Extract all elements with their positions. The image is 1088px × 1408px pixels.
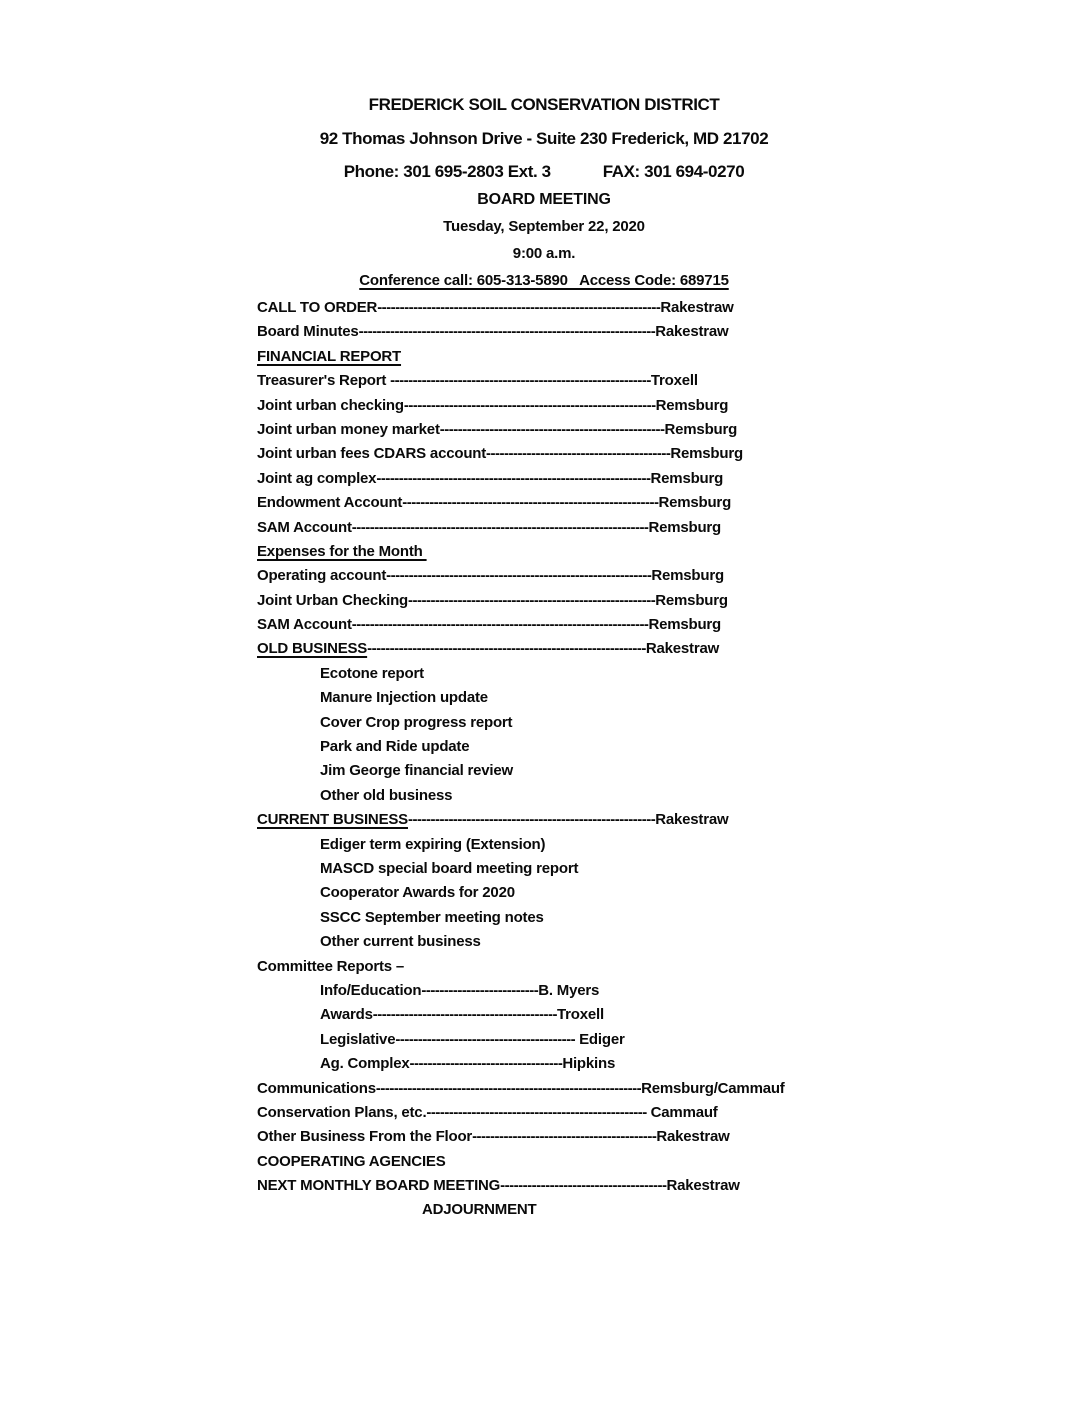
agenda-label: CURRENT BUSINESS [257, 811, 408, 829]
agenda-label: Board Minutes [257, 323, 359, 341]
agenda-list [0, 296, 1088, 1223]
agenda-speaker: Ediger [575, 1030, 625, 1048]
agenda-label: Joint urban fees CDARS account [257, 445, 487, 463]
agenda-label: Ecotone report [320, 664, 424, 682]
agenda-label: Joint ag complex [257, 469, 377, 487]
agenda-line [257, 637, 1088, 661]
agenda-label: Ag. Complex [320, 1055, 410, 1073]
agenda-line [257, 686, 1088, 710]
agenda-line [257, 784, 1088, 808]
agenda-speaker: Rakestraw [645, 640, 720, 658]
agenda-line [257, 540, 1088, 564]
agenda-line [257, 833, 1088, 857]
agenda-label: Expenses for the Month [257, 542, 427, 560]
agenda-line [257, 442, 1088, 466]
agenda-line [257, 1052, 1088, 1076]
dash-leader: ------------------------------------------------------------------ [351, 616, 649, 634]
meeting-date: Tuesday, September 22, 2020 [443, 218, 645, 235]
agenda-speaker: Troxell [650, 372, 698, 390]
agenda-speaker: Remsburg [648, 518, 722, 536]
agenda-label: Joint urban money market [257, 420, 440, 438]
agenda-line [257, 1125, 1088, 1149]
agenda-label: COOPERATING AGENCIES [257, 1152, 446, 1170]
agenda-speaker: Remsburg [655, 396, 729, 414]
dash-leader: ------------------------------------------------------------- [376, 469, 651, 487]
agenda-label: OLD BUSINESS [257, 640, 368, 658]
agenda-line [257, 808, 1088, 832]
agenda-label: Operating account [257, 567, 387, 585]
agenda-speaker: Remsburg [655, 591, 728, 609]
agenda-label: Committee Reports – [257, 957, 405, 975]
agenda-label: SSCC September meeting notes [320, 908, 544, 926]
dash-leader: -------------------------------------------------------- [403, 396, 656, 414]
agenda-speaker: B. Myers [538, 981, 600, 999]
agenda-line [257, 564, 1088, 588]
agenda-line [257, 589, 1088, 613]
agenda-line [257, 662, 1088, 686]
dash-leader: ----------------------------------------- [486, 445, 671, 463]
agenda-label: SAM Account [257, 518, 352, 536]
dash-leader: ------------------------------------------------------------------ [351, 518, 649, 536]
agenda-line [257, 711, 1088, 735]
agenda-line [257, 979, 1088, 1003]
agenda-speaker: Rakestraw [656, 1128, 730, 1146]
agenda-line [257, 735, 1088, 759]
agenda-label: Cover Crop progress report [320, 713, 513, 731]
agenda-label: Legislative [320, 1030, 396, 1048]
agenda-line [257, 369, 1088, 393]
meeting-time: 9:00 a.m. [512, 245, 576, 262]
agenda-line [257, 1101, 1088, 1125]
agenda-label: Awards [320, 1006, 373, 1024]
agenda-speaker: Remsburg [648, 616, 722, 634]
agenda-line [257, 759, 1088, 783]
dash-leader: --------------------------------------------------------------- [377, 299, 661, 316]
agenda-label: Cooperator Awards for 2020 [320, 884, 515, 902]
agenda-line [257, 613, 1088, 637]
dash-leader: ----------------------------------------------------------- [375, 1079, 642, 1097]
agenda-label: Park and Ride update [320, 738, 470, 756]
agenda-line [257, 857, 1088, 881]
org-name: FREDERICK SOIL CONSERVATION DISTRICT [368, 95, 720, 114]
agenda-speaker: Rakestraw [660, 299, 734, 316]
agenda-speaker: Remsburg [658, 494, 732, 512]
agenda-label: Manure Injection update [320, 689, 488, 707]
agenda-label: Ediger term expiring (Extension) [320, 835, 546, 853]
agenda-speaker: Hipkins [562, 1055, 616, 1073]
agenda-label: Treasurer's Report [257, 372, 391, 390]
agenda-speaker: Remsburg [670, 445, 743, 463]
agenda-line [257, 1003, 1088, 1027]
agenda-label: Communications [257, 1079, 376, 1097]
agenda-speaker: Rakestraw [655, 811, 729, 829]
dash-leader: -------------------------------------------------------------- [367, 640, 646, 658]
dash-leader: ---------------------------------------- [395, 1030, 576, 1048]
agenda-line [257, 345, 1088, 369]
agenda-line [257, 394, 1088, 418]
agenda-speaker: Remsburg [650, 469, 724, 487]
agenda-line [257, 491, 1088, 515]
phone-fax-line [0, 161, 1088, 183]
agenda-label: Endowment Account [257, 494, 403, 512]
agenda-line [257, 1077, 1088, 1101]
agenda-line [257, 296, 1088, 320]
agenda-line [257, 881, 1088, 905]
org-address: 92 Thomas Johnson Drive - Suite 230 Frederick, MD 21702 [319, 129, 769, 148]
dash-leader: --------------------------------------------------------- [402, 494, 659, 512]
dash-leader: ------------------------------------------------------------------ [358, 323, 656, 341]
dash-leader: ---------------------------------------------------------- [390, 372, 651, 390]
agenda-line [257, 418, 1088, 442]
meeting-title: BOARD MEETING [477, 191, 611, 208]
agenda-line [257, 955, 1088, 979]
agenda-label: Joint Urban Checking [257, 591, 409, 609]
agenda-speaker: Remsburg [651, 567, 724, 585]
agenda-speaker: Remsburg/Cammauf [641, 1079, 785, 1097]
agenda-label: ADJOURNMENT [422, 1201, 537, 1219]
agenda-label: NEXT MONTHLY BOARD MEETING [257, 1177, 501, 1195]
agenda-label: Other current business [320, 933, 481, 951]
agenda-line [257, 906, 1088, 930]
agenda-label: Conservation Plans, etc. [257, 1103, 427, 1121]
agenda-label: MASCD special board meeting report [320, 859, 579, 877]
agenda-line [257, 320, 1088, 344]
dash-leader: ------------------------------------------------------- [407, 811, 656, 829]
agenda-speaker: Remsburg [664, 420, 738, 438]
agenda-label: FINANCIAL REPORT [257, 347, 402, 365]
dash-leader: ----------------------------------------- [372, 1006, 558, 1024]
agenda-label: SAM Account [257, 616, 352, 634]
phone-number: Phone: 301 695-2803 Ext. 3 [343, 162, 551, 181]
agenda-line [257, 467, 1088, 491]
conference-call-info: Conference call: 605-313-5890 Access Code: 689715 [359, 272, 729, 289]
dash-leader: ----------------------------------------- [472, 1128, 657, 1146]
dash-leader: ------------------------------------------------- [426, 1103, 647, 1121]
agenda-label: Info/Education [320, 981, 422, 999]
agenda-speaker: Rakestraw [655, 323, 729, 341]
agenda-line [257, 1174, 1088, 1198]
agenda-line [257, 1028, 1088, 1052]
agenda-line [257, 516, 1088, 540]
document-header [0, 0, 1088, 291]
agenda-label: CALL TO ORDER [257, 299, 378, 316]
agenda-label: Joint urban checking [257, 396, 404, 414]
agenda-label: Other old business [320, 786, 453, 804]
agenda-speaker: Troxell [557, 1006, 604, 1024]
dash-leader: -------------------------------------------------- [439, 420, 665, 438]
agenda-label: Jim George financial review [320, 762, 514, 780]
fax-number: FAX: 301 694-0270 [602, 162, 745, 181]
agenda-line [257, 930, 1088, 954]
agenda-line [257, 1150, 1088, 1174]
agenda-speaker: Rakestraw [666, 1177, 740, 1195]
dash-leader: ------------------------------------- [500, 1177, 667, 1195]
dash-leader: -------------------------- [421, 981, 539, 999]
agenda-line [257, 1198, 1088, 1222]
dash-leader: ----------------------------------------------------------- [386, 567, 652, 585]
dash-leader: ------------------------------------------------------- [408, 591, 656, 609]
dash-leader: ---------------------------------- [409, 1055, 563, 1073]
agenda-label: Other Business From the Floor [257, 1128, 473, 1146]
agenda-speaker: Cammauf [646, 1103, 718, 1121]
